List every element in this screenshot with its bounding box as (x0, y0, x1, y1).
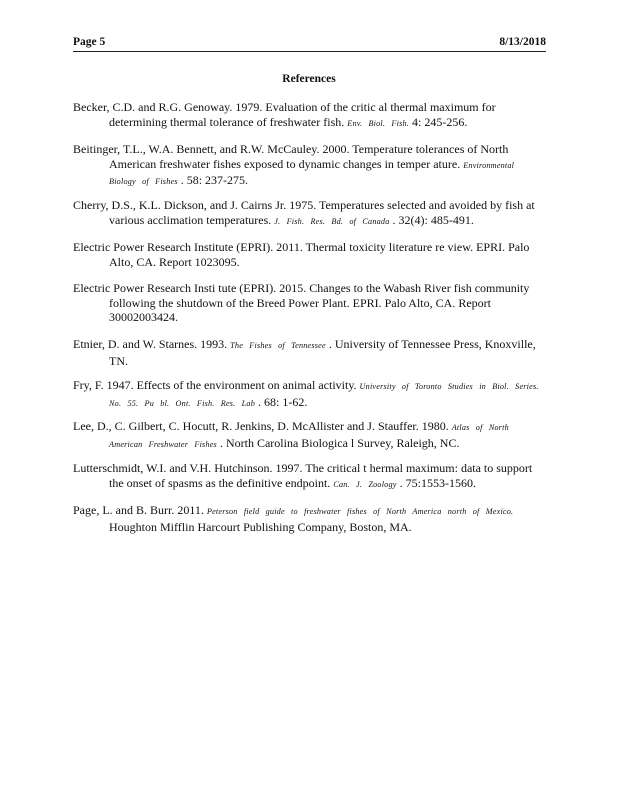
reference-entry: Becker, C.D. and R.G. Genoway. 1979. Evaluation of the critic al thermal maximum for determining thermal tolerance of freshwater fish. Env. Biol. Fish. 4: 245-256. (73, 100, 496, 129)
page-header (73, 36, 546, 52)
reference-entry: Cherry, D.S., K.L. Dickson, and J. Cairns Jr. 1975. Temperatures selected and avoided by fish at various acclimation temperatures. J. Fish. Res. Bd. of Canada . 32(4): 485-491. (73, 198, 535, 227)
reference-entry: Etnier, D. and W. Starnes. 1993. The Fishes of Tennessee . University of Tennessee Press, Knoxville, TN. (73, 337, 536, 368)
reference-entry: Page, L. and B. Burr. 2011. Peterson field guide to freshwater fishes of North America north of Mexico. Houghton Mifflin Harcourt Publishing Company, Boston, MA. (73, 503, 514, 534)
reference-entry: Electric Power Research Insti tute (EPRI). 2015. Changes to the Wabash River fish community following the shutdown of the Breed Power Plant. EPRI. Palo Alto, CA. Report 30002003424. (73, 281, 530, 325)
references-heading: References (282, 73, 336, 85)
reference-entry: Lutterschmidt, W.I. and V.H. Hutchinson. 1997. The critical t hermal maximum: data to support the onset of spasms as the definitive endpoint. Can. J. Zoology . 75:1553-1560. (73, 461, 533, 490)
header-date: 8/13/2018 (499, 36, 546, 48)
reference-entry: Fry, F. 1947. Effects of the environment on animal activity. University of Toronto Studies in Biol. Series. No. 55. Pu bl. Ont. Fish. Res. Lab . 68: 1-62. (73, 378, 539, 409)
page-number: Page 5 (73, 36, 106, 48)
reference-entry: Beitinger, T.L., W.A. Bennett, and R.W. McCauley. 2000. Temperature tolerances of North American freshwater fishes exposed to dynamic changes in temper ature. Environmental Biology of Fishes . 58: 237-275. (73, 142, 515, 188)
reference-entry: Electric Power Research Institute (EPRI). 2011. Thermal toxicity literature re view. EPRI. Palo Alto, CA. Report 1023095. (73, 240, 530, 269)
reference-entry: Lee, D., C. Gilbert, C. Hocutt, R. Jenkins, D. McAllister and J. Stauffer. 1980. Atlas of North American Freshwater Fishes . North Carolina Biologica l Survey, Raleigh, NC. (73, 419, 509, 450)
